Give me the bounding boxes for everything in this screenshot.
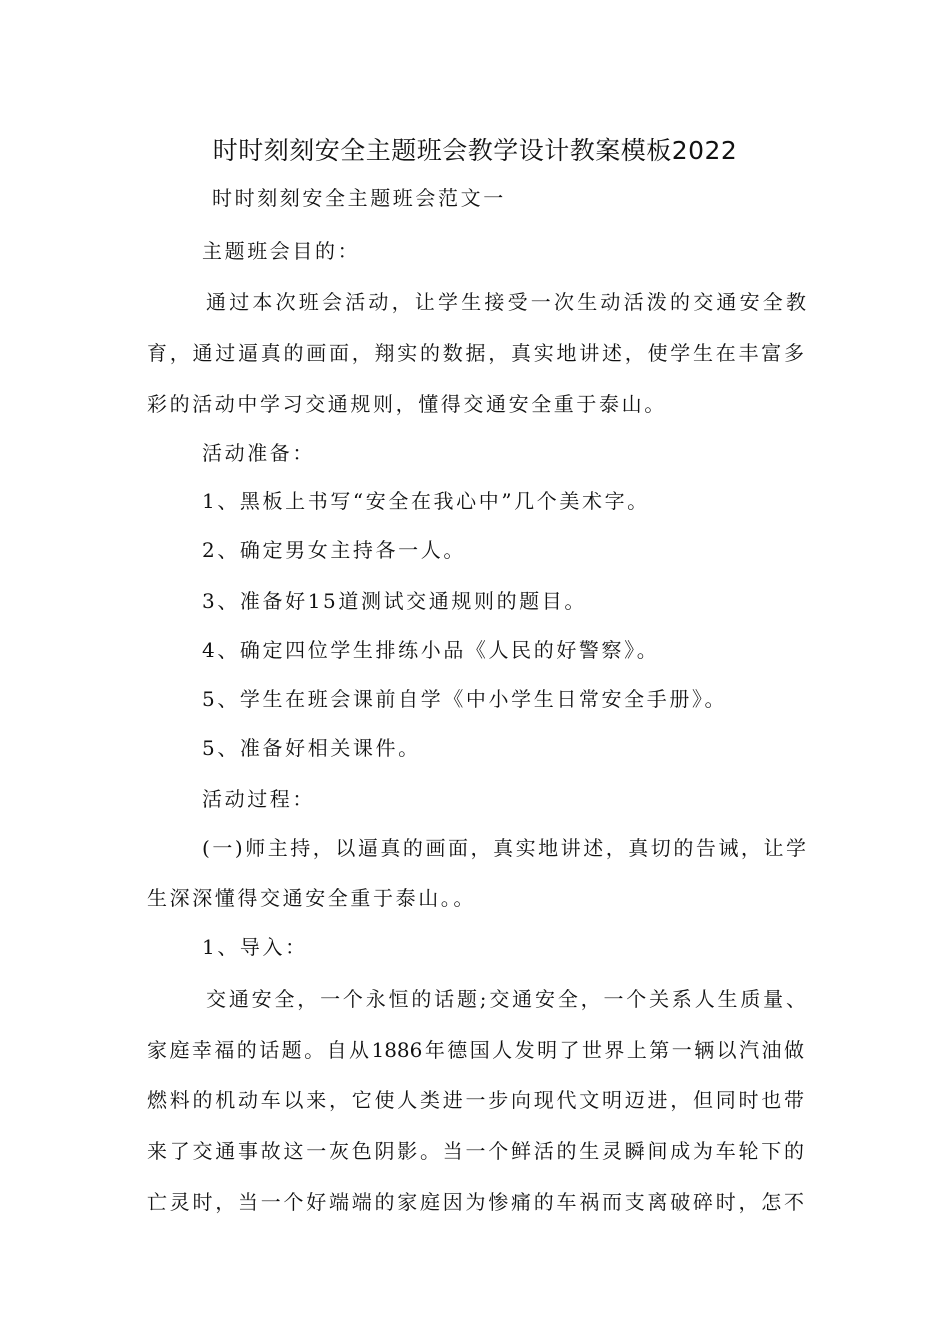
paragraph-line: 亡灵时，当一个好端端的家庭因为惨痛的车祸而支离破碎时，怎不 [147, 1190, 804, 1214]
subsection-heading: 1、导入： [202, 935, 308, 959]
paragraph-line: 燃料的机动车以来，它使人类进一步向现代文明迈进，但同时也带 [147, 1088, 804, 1112]
section-heading-process: 活动过程： [202, 787, 315, 811]
paragraph-line: 家庭幸福的话题。自从1886年德国人发明了世界上第一辆以汽油做 [147, 1038, 804, 1062]
list-item: 1、黑板上书写“安全在我心中”几个美术字。 [202, 489, 650, 513]
paragraph-line: (一)师主持，以逼真的画面，真实地讲述，真切的告诫，让学 [202, 836, 806, 860]
list-item: 4、确定四位学生排练小品《人民的好警察》。 [202, 638, 660, 662]
paragraph-line: 通过本次班会活动，让学生接受一次生动活泼的交通安全教 [206, 290, 806, 314]
list-item: 3、准备好15道测试交通规则的题目。 [202, 589, 587, 613]
paragraph-line: 生深深懂得交通安全重于泰山。。 [147, 886, 476, 910]
section-heading-purpose: 主题班会目的： [202, 239, 361, 263]
paragraph-line: 育，通过逼真的画面，翔实的数据，真实地讲述，使学生在丰富多 [147, 341, 804, 365]
list-item: 2、确定男女主持各一人。 [202, 538, 466, 562]
list-item: 5、准备好相关课件。 [202, 736, 421, 760]
document-title: 时时刻刻安全主题班会教学设计教案模板2022 [212, 136, 738, 165]
section-heading-preparation: 活动准备： [202, 441, 315, 465]
paragraph-line: 交通安全，一个永恒的话题;交通安全，一个关系人生质量、 [206, 987, 806, 1011]
paragraph-line: 彩的活动中学习交通规则，懂得交通安全重于泰山。 [147, 392, 667, 416]
list-item: 5、学生在班会课前自学《中小学生日常安全手册》。 [202, 687, 728, 711]
subtitle: 时时刻刻安全主题班会范文一 [212, 186, 506, 210]
paragraph-line: 来了交通事故这一灰色阴影。当一个鲜活的生灵瞬间成为车轮下的 [147, 1139, 804, 1163]
